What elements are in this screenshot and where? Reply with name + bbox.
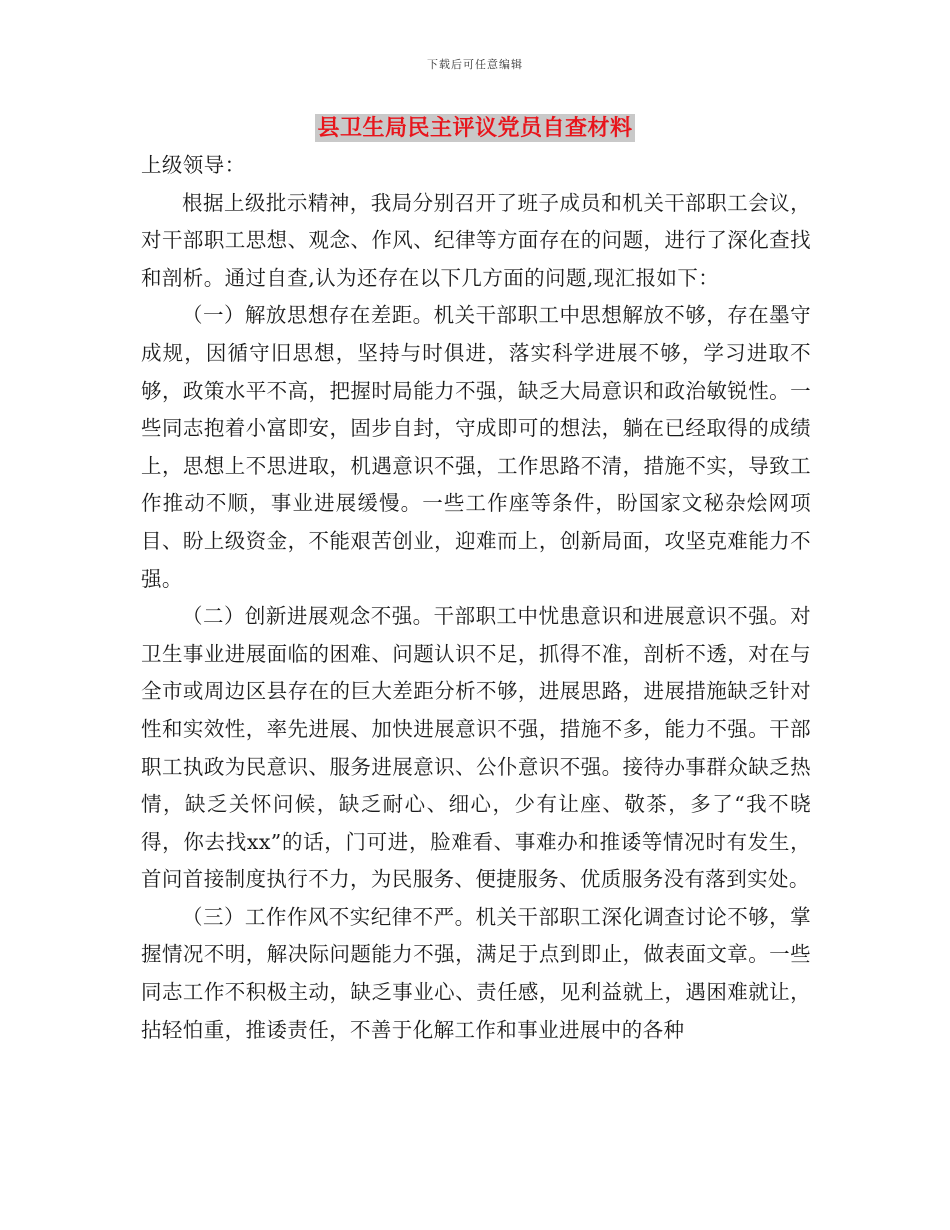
page-header-note: 下载后可任意编辑 bbox=[427, 58, 523, 71]
paragraph-intro: 根据上级批示精神，我局分别召开了班子成员和机关干部职工会议，对干部职工思想、观念、作风、纪律等方面存在的问题，进行了深化查找和剖析。通过自查,认为还存在以下几方面的问题,现汇报如下： bbox=[141, 190, 811, 290]
document-body bbox=[141, 147, 811, 1049]
paragraph-section-2: （二）创新进展观念不强。干部职工中忧患意识和进展意识不强。对卫生事业进展面临的困难、问题认识不足，抓得不准，剖析不透，对在与全市或周边区县存在的巨大差距分析不够，进展思路，进展措施缺乏针对性和实效性，率先进展、加快进展意识不强，措施不多，能力不强。干部职工执政为民意识、服务进展意识、公仆意识不强。接待办事群众缺乏热情，缺乏关怀问候，缺乏耐心、细心，少有让座、敬茶，多了“我不晓得，你去找xx”的话，门可进，脸难看、事难办和推诿等情况时有发生，首问首接制度执行不力，为民服务、便捷服务、优质服务没有落到实处。 bbox=[141, 604, 811, 892]
paragraph-section-3: （三）工作作风不实纪律不严。机关干部职工深化调查讨论不够，掌握情况不明，解决际问题能力不强，满足于点到即止，做表面文章。一些同志工作不积极主动，缺乏事业心、责任感，见利益就上，遇困难就让，拈轻怕重，推诿责任，不善于化解工作和事业进展中的各种 bbox=[141, 904, 811, 1042]
paragraph-section-1: （一）解放思想存在差距。机关干部职工中思想解放不够，存在墨守成规，因循守旧思想，坚持与时俱进，落实科学进展不够，学习进取不够，政策水平不高，把握时局能力不强，缺乏大局意识和政治敏锐性。一些同志抱着小富即安，固步自封，守成即可的想法，躺在已经取得的成绩上，思想上不思进取，机遇意识不强，工作思路不清，措施不实，导致工作推动不顺，事业进展缓慢。一些工作座等条件，盼国家文秘杂烩网项目、盼上级资金，不能艰苦创业，迎难而上，创新局面，攻坚克难能力不强。 bbox=[141, 303, 811, 591]
title-wrapper bbox=[0, 114, 950, 142]
document-title: 县卫生局民主评议党员自查材料 bbox=[317, 115, 633, 141]
salutation: 上级领导： bbox=[141, 153, 246, 177]
